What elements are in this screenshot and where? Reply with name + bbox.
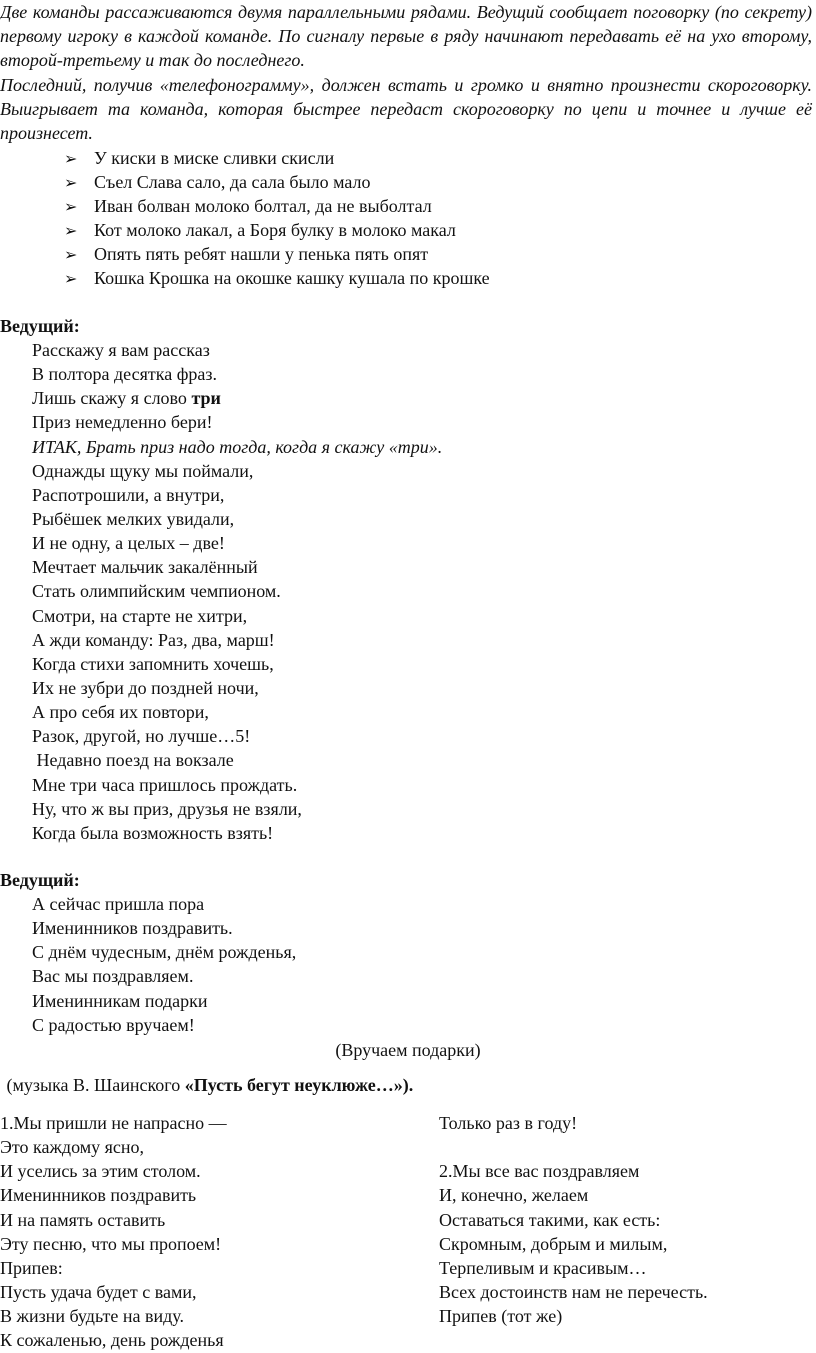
poem-line: Лишь скажу я слово три: [32, 388, 221, 409]
list-item: ➢ Съел Слава сало, да сала было мало: [64, 170, 804, 194]
song-line: Пусть удача будет с вами,: [0, 1281, 197, 1302]
list-item: ➢ Опять пять ребят нашли у пенька пять опят: [64, 242, 804, 266]
arrow-bullet-icon: ➢: [64, 173, 78, 192]
poem-line: Распотрошили, а внутри,: [32, 484, 225, 505]
poem-line: А жди команду: Раз, два, марш!: [32, 629, 275, 650]
song-line: Эту песню, что мы пропоем!: [0, 1233, 222, 1254]
song-line: 1.Мы пришли не напрасно —: [0, 1113, 227, 1133]
host-poem-2: [32, 892, 296, 1037]
stage-direction: (Вручаем подарки): [335, 1040, 481, 1060]
poem-line: Разок, другой, но лучше…5!: [32, 726, 251, 747]
poem-line: А сейчас пришла пора: [32, 894, 205, 914]
list-item: ➢ Кошка Крошка на окошке кашку кушала по крошке: [64, 266, 804, 290]
song-line: К сожаленью, день рожденья: [0, 1330, 224, 1351]
song-line: Припев:: [0, 1257, 63, 1278]
poem-line: Когда была возможность взять!: [32, 822, 274, 843]
arrow-bullet-icon: ➢: [64, 149, 78, 168]
song-line: Это каждому ясно,: [0, 1137, 145, 1158]
list-item: ➢ У киски в миске сливки скисли: [64, 146, 804, 170]
song-line: [439, 1135, 708, 1159]
bold-word: три: [191, 388, 221, 409]
poem-line: Мечтает мальчик закалённый: [32, 557, 258, 578]
poem-line: В полтора десятка фраз.: [32, 364, 217, 385]
song-line: Терпеливым и красивым…: [439, 1257, 647, 1278]
instructions-paragraph-1: Две команды рассаживаются двумя параллельными рядами. Ведущий сообщает поговорку (по секрету) первому игроку в каждой команде. По сигналу первые в ряду начинают передавать её на ухо второму, второй-третьему и так до последнего.: [0, 2, 812, 71]
song-line: 2.Мы все вас поздравляем: [439, 1161, 640, 1182]
song-line: Скромным, добрым и милым,: [439, 1233, 668, 1254]
poem-line: Расскажу я вам рассказ: [32, 340, 210, 360]
section-heading-host-2: Ведущий:: [0, 870, 80, 890]
arrow-bullet-icon: ➢: [64, 197, 78, 216]
list-item: ➢ Кот молоко лакал, а Боря булку в молоко макал: [64, 218, 804, 242]
poem-line: Когда стихи запомнить хочешь,: [32, 653, 274, 674]
arrow-bullet-icon: ➢: [64, 221, 78, 240]
section-heading-host-1: Ведущий:: [0, 316, 80, 336]
song-line: Оставаться такими, как есть:: [439, 1209, 661, 1230]
tongue-twister-list: [64, 146, 804, 290]
poem-line: Их не зубри до поздней ночи,: [32, 677, 259, 698]
song-line: И на память оставить: [0, 1209, 166, 1230]
poem-line: Ну, что ж вы приз, друзья не взяли,: [32, 798, 302, 819]
song-title: «Пусть бегут неуклюже…»).: [184, 1075, 414, 1095]
poem-line: А про себя их повтори,: [32, 702, 209, 723]
poem-line: Приз немедленно бери!: [32, 412, 213, 433]
song-line: Всех достоинств нам не перечесть.: [439, 1281, 708, 1302]
poem-line: Стать олимпийским чемпионом.: [32, 581, 281, 602]
poem-line: Мне три часа пришлось прождать.: [32, 774, 298, 795]
host-poem-1: [32, 338, 442, 845]
song-line: В жизни будьте на виду.: [0, 1306, 184, 1327]
poem-line: Рыбёшек мелких увидали,: [32, 508, 235, 529]
poem-line: Именинникам подарки: [32, 990, 208, 1011]
song-verse-left: [0, 1111, 227, 1352]
song-line: И, конечно, желаем: [439, 1185, 589, 1206]
arrow-bullet-icon: ➢: [64, 269, 78, 288]
instructions-paragraph-2: Последний, получив «телефонограмму», должен встать и громко и внятно произнести скороговорку. Выигрывает та команда, которая быстрее передаст скороговорку по цепи и точнее и лучше её произнесет.: [0, 74, 812, 144]
poem-line: Недавно поезд на вокзале: [32, 750, 234, 771]
poem-line: Однажды щуку мы поймали,: [32, 460, 254, 481]
game-instructions: [0, 0, 812, 145]
arrow-bullet-icon: ➢: [64, 245, 78, 264]
poem-line: С днём чудесным, днём рожденья,: [32, 942, 297, 963]
list-item: ➢ Иван болван молоко болтал, да не выболтал: [64, 194, 804, 218]
poem-line: Вас мы поздравляем.: [32, 966, 194, 987]
song-verse-right: [439, 1111, 708, 1328]
poem-line-note: ИТАК, Брать приз надо тогда, когда я скажу «три».: [32, 436, 443, 457]
song-line: Только раз в году!: [439, 1113, 578, 1133]
poem-line: Именинников поздравить.: [32, 918, 233, 939]
music-credit: (музыка В. Шаинского «Пусть бегут неуклюже…»).: [2, 1075, 414, 1095]
song-line: Припев (тот же): [439, 1306, 563, 1327]
song-line: И уселись за этим столом.: [0, 1161, 201, 1182]
poem-line: С радостью вручаем!: [32, 1014, 195, 1035]
song-line: Именинников поздравить: [0, 1185, 197, 1206]
poem-line: И не одну, а целых – две!: [32, 533, 225, 554]
poem-line: Смотри, на старте не хитри,: [32, 605, 248, 626]
